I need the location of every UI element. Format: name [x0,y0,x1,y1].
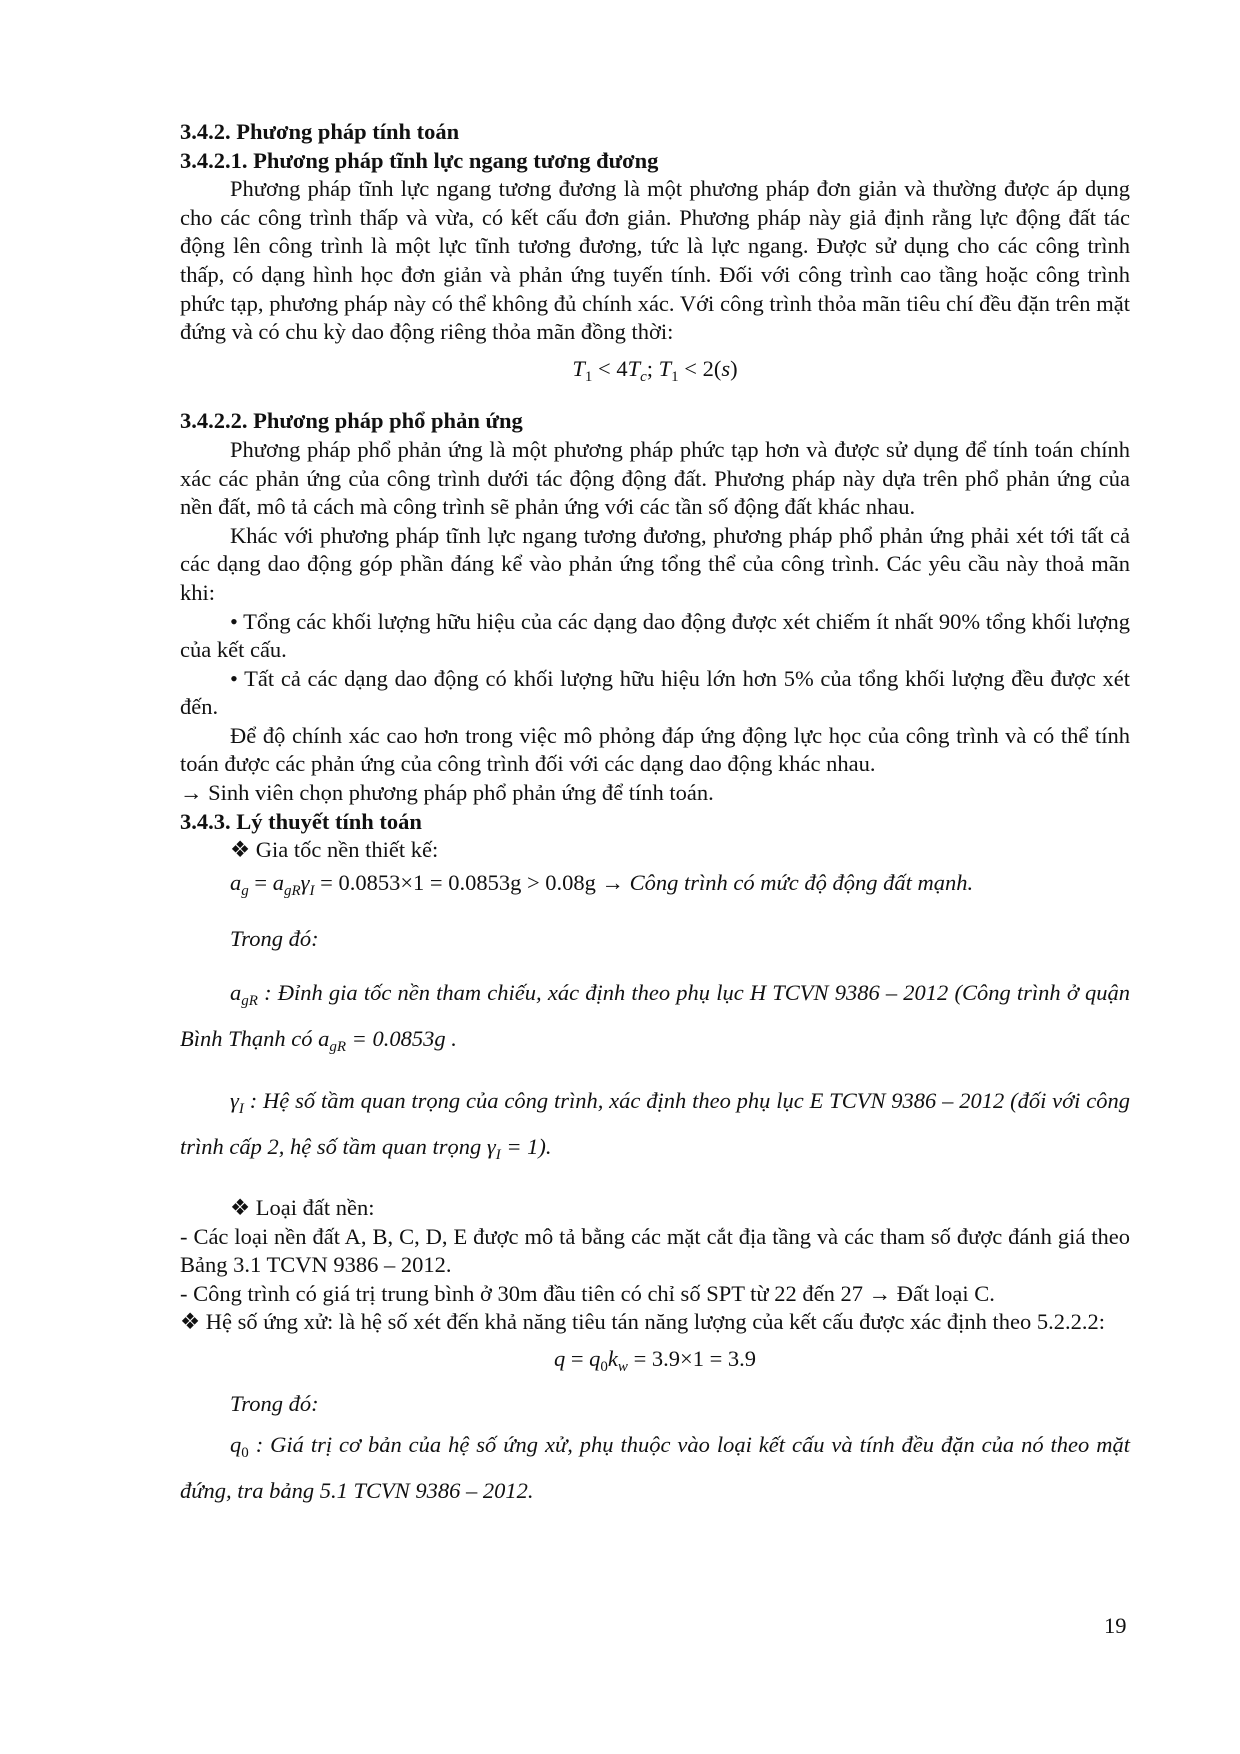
definition-agr: $a_{gR}$ : Đỉnh gia tốc nền tham chiếu, xác định theo phụ lục H TCVN 9386 – 2012 (Công trình ở quận Bình Thạnh có $a_{gR} = 0.0853g$ . [180,980,1130,1056]
section-heading-3-4-3: 3.4.3. Lý thuyết tính toán [180,808,422,834]
soil-type-description: - Các loại nền đất A, B, C, D, E được mô tả bằng các mặt cắt địa tầng và các tham số được đánh giá theo Bảng 3.1 TCVN 9386 – 2012. [180,1223,1130,1278]
label-soil-type: ❖ Loại đất nền: [230,1195,375,1221]
label-where-2: Trong đó: [230,1390,319,1416]
soil-type-result: - Công trình có giá trị trung bình ở 30m đầu tiên có chỉ số SPT từ 22 đến 27 → Đất loại C. [180,1280,995,1306]
bullet-mass-90: • Tổng các khối lượng hữu hiệu của các dạng dao động được xét chiếm ít nhất 90% tổng khối lượng của kết cấu. [180,608,1130,663]
equation-period-condition: $T_1 < 4T_c$; $T_1 < 2(s)$ [572,355,738,385]
label-ground-acceleration: ❖ Gia tốc nền thiết kế: [230,837,439,863]
paragraph-response-spectrum-requirements: Khác với phương pháp tĩnh lực ngang tương đương, phương pháp phổ phản ứng phải xét tới tất cả các dạng dao động góp phần đáng kể vào phản ứng tổng thể của công trình. Các yêu cầu này thoả mãn khi: [180,522,1130,605]
document-page [180,118,1130,1509]
paragraph-response-spectrum: Phương pháp phổ phản ứng là một phương pháp phức tạp hơn và được sử dụng để tính toán chính xác các phản ứng của công trình dưới tác động động đất. Phương pháp này dựa trên phổ phản ứng của nền đất, mô tả cách mà công trình sẽ phản ứng với các tần số động đất khác nhau. [180,436,1130,520]
equation-behavior-factor: $q = q_0k_w = 3.9\times 1 = 3.9$ [553,1346,757,1375]
behavior-factor-description: ❖ Hệ số ứng xử: là hệ số xét đến khả năng tiêu tán năng lượng của kết cấu được xác định theo 5.2.2.2: [180,1309,1106,1335]
definition-gamma: $\gamma_I$ : Hệ số tầm quan trọng của công trình, xác định theo phụ lục E TCVN 9386 – 2012 (đối với công trình cấp 2, hệ số tầm quan trọng $\gamma_I = 1$). [180,1088,1130,1164]
equation-design-acceleration: $a_g = a_{gR}\gamma_I = 0.0853\times 1 = 0.0853g > 0.08g$ → Công trình có mức độ động đất mạnh. [230,869,974,899]
section-heading-3-4-2-1: 3.4.2.1. Phương pháp tĩnh lực ngang tương đương [180,147,659,173]
page-number: 19 [1104,1613,1127,1638]
bullet-mass-5: • Tất cả các dạng dao động có khối lượng hữu hiệu lớn hơn 5% của tổng khối lượng đều được xét đến. [180,665,1130,720]
paragraph-accuracy: Để độ chính xác cao hơn trong việc mô phỏng đáp ứng động lực học của công trình và có thể tính toán được các phản ứng của công trình đối với các dạng dao động khác nhau. [180,722,1130,777]
definition-q0: $q_0$ : Giá trị cơ bản của hệ số ứng xử, phụ thuộc vào loại kết cấu và tính đều đặn của nó theo mặt đứng, tra bảng 5.1 TCVN 9386 – 2012. [180,1432,1130,1504]
label-where-1: Trong đó: [230,926,319,952]
section-heading-3-4-2: 3.4.2. Phương pháp tính toán [180,119,460,144]
paragraph-static-method: Phương pháp tĩnh lực ngang tương đương là một phương pháp đơn giản và thường được áp dụng cho các công trình thấp và vừa, có kết cấu đơn giản. Phương pháp này giả định rằng lực động đất tác động lên công trình là một lực tĩnh tương đương, tức là lực ngang. Được sử dụng cho các công trình thấp, có dạng hình học đơn giản và phản ứng tuyến tính. Đối với công trình cao tầng hoặc công trình phức tạp, phương pháp này có thể không đủ chính xác. Với công trình thỏa mãn tiêu chí đều đặn trên mặt đứng và có chu kỳ dao động riêng thỏa mãn đồng thời: [180,176,1130,345]
conclusion-method-choice: → Sinh viên chọn phương pháp phổ phản ứng để tính toán. [180,780,714,806]
section-heading-3-4-2-2: 3.4.2.2. Phương pháp phổ phản ứng [180,408,523,434]
